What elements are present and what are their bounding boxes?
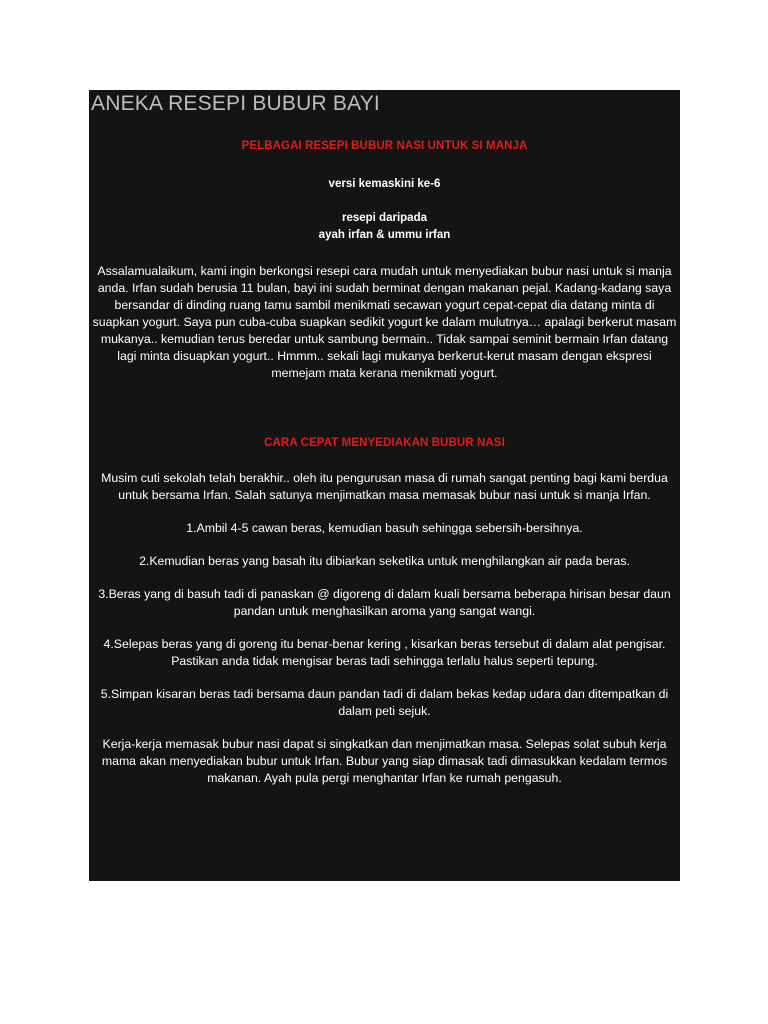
document-subtitle: PELBAGAI RESEPI BUBUR NASI UNTUK SI MANJA — [241, 140, 528, 152]
section-heading: CARA CEPAT MENYEDIAKAN BUBUR NASI — [264, 437, 505, 449]
step-1: 1.Ambil 4-5 cawan beras, kemudian basuh sehingga sebersih-bersihnya. — [186, 521, 583, 535]
version-line: versi kemaskini ke-6 — [328, 178, 441, 190]
document-title: ANEKA RESEPI BUBUR BAYI — [91, 92, 380, 115]
document-body — [89, 138, 680, 787]
step-3: 3.Beras yang di basuh tadi di panaskan @ digoreng di dalam kuali bersama beberapa hirisan besar daun pandan untuk menghasilkan aroma yang sangat wangi. — [98, 587, 671, 618]
step-4: 4.Selepas beras yang di goreng itu benar-benar kering , kisarkan beras tersebut di dalam alat pengisar. Pastikan anda tidak mengisar beras tadi sehingga terlalu halus seperti tepung. — [103, 637, 666, 668]
step-2: 2.Kemudian beras yang basah itu dibiarkan seketika untuk menghilangkan air pada beras. — [139, 554, 630, 568]
step-5: 5.Simpan kisaran beras tadi bersama daun pandan tadi di dalam bekas kedap udara dan ditempatkan di dalam peti sejuk. — [100, 687, 669, 718]
document-page — [89, 90, 680, 881]
credit-line-2: ayah irfan & ummu irfan — [318, 229, 451, 241]
closing-paragraph: Kerja-kerja memasak bubur nasi dapat si singkatkan dan menjimatkan masa. Selepas solat subuh kerja mama akan menyediakan bubur untuk Irfan. Bubur yang siap dimasak tadi dimasukkan kedalam termos makanan. Ayah pula pergi menghantar Irfan ke rumah pengasuh. — [101, 737, 668, 785]
intro-paragraph: Assalamualaikum, kami ingin berkongsi resepi cara mudah untuk menyediakan bubur nasi untuk si manja anda. Irfan sudah berusia 11 bulan, bayi ini sudah berminat dengan makanan pejal. Kadang-kadang saya bersandar di dinding ruang tamu sambil menikmati secawan yogurt cepat-cepat dia datang minta di suapkan yogurt. Saya pun cuba-cuba suapkan sedikit yogurt ke dalam mulutnya… apalagi berkerut masam mukanya.. kemudian terus beredar untuk sambung bermain.. Tidak sampai seminit bermain Irfan datang lagi minta disuapkan yogurt.. Hmmm.. sekali lagi mukanya berkerut-kerut masam dengan ekspresi memejam mata kerana menikmati yogurt. — [92, 264, 677, 380]
section-intro-paragraph: Musim cuti sekolah telah berakhir.. oleh itu pengurusan masa di rumah sangat penting bagi kami berdua untuk bersama Irfan. Salah satunya menjimatkan masa memasak bubur nasi untuk si manja Irfan. — [101, 471, 668, 502]
credit-line-1: resepi daripada — [341, 212, 427, 224]
